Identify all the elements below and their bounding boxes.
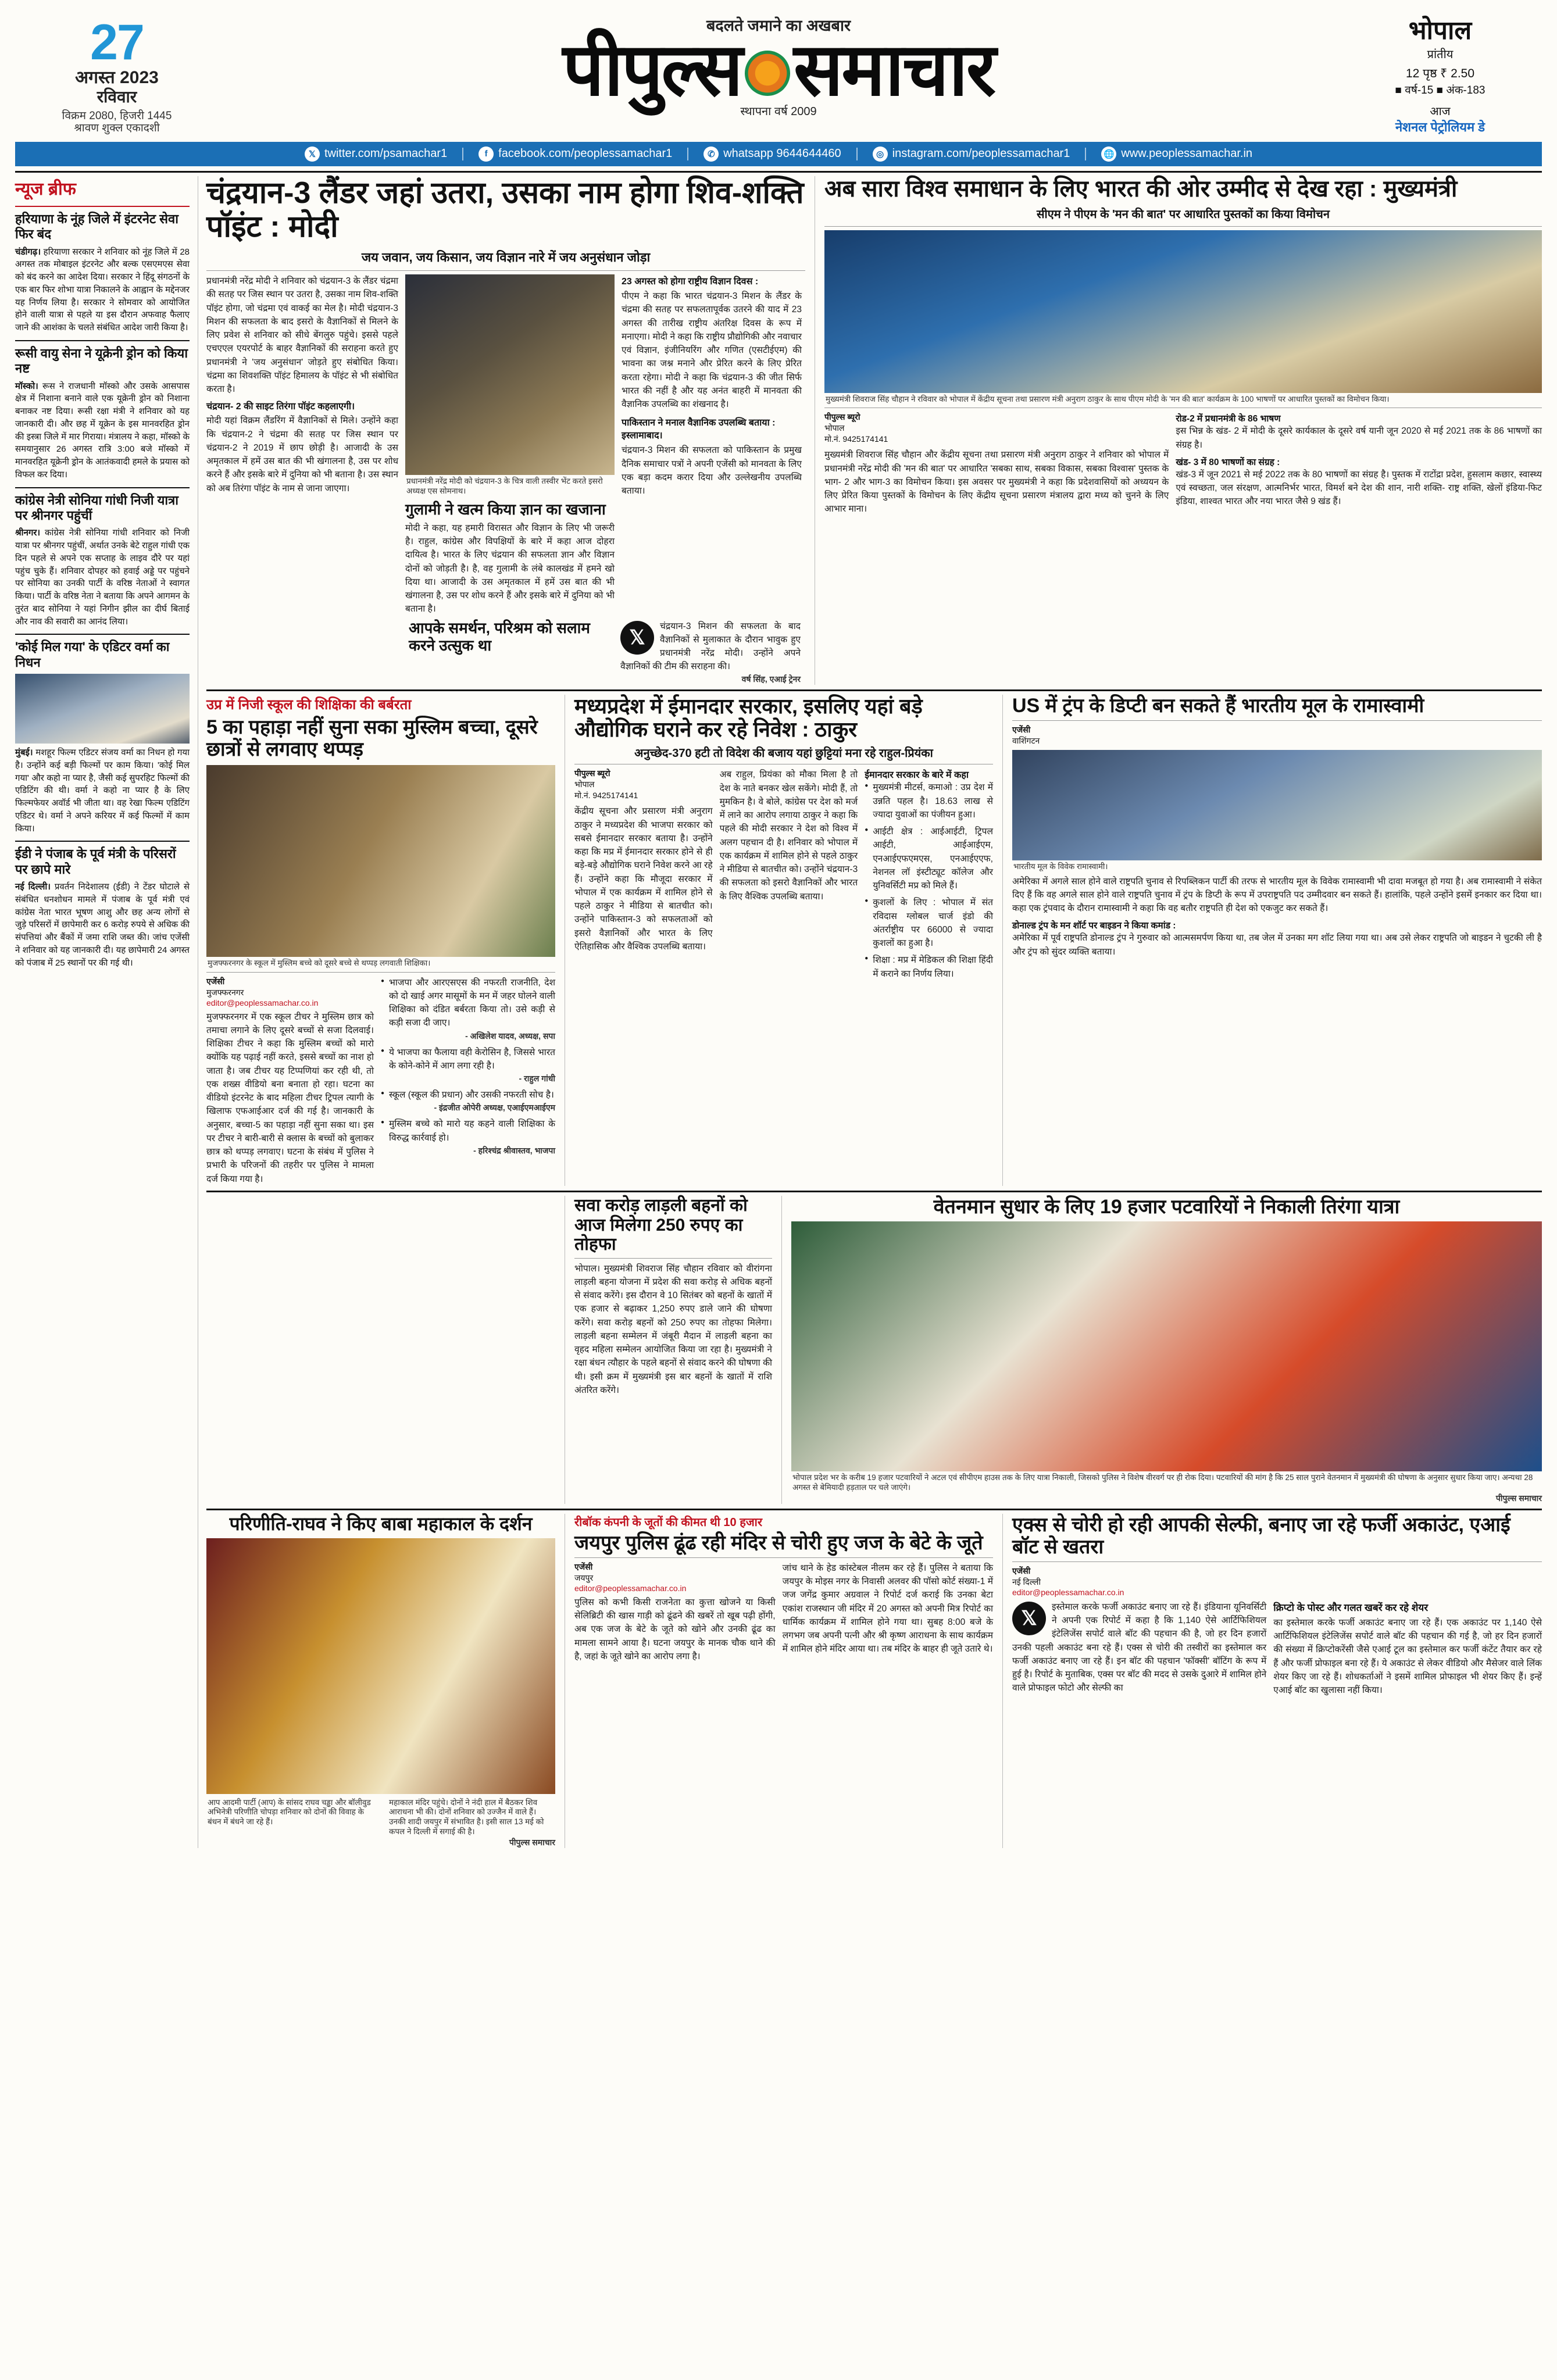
- today-label: आज: [1430, 105, 1451, 119]
- school-byline-agency: एजेंसी: [206, 976, 225, 986]
- mp-bullet: ● शिक्षा : मप्र में मेडिकल की शिक्षा हिंदी में कराने का निर्णय लिया।: [865, 953, 993, 981]
- school-email: editor@peoplessamachar.co.in: [206, 998, 319, 1007]
- divider: [15, 841, 190, 842]
- x-email: editor@peoplessamachar.co.in: [1012, 1587, 1124, 1597]
- brief-body: [15, 246, 190, 334]
- us-headline: US में ट्रंप के डिप्टी बन सकते हैं भारतीय मूल के रामास्वामी: [1012, 694, 1424, 717]
- masthead-title-left: पीपुल्स: [562, 28, 741, 110]
- social-website[interactable]: [1101, 146, 1252, 162]
- school-byline-place: मुजफ्फरनगर: [206, 987, 244, 997]
- divider: [856, 148, 858, 160]
- masthead-founded: स्थापना वर्ष 2009: [740, 105, 817, 118]
- date-weekday: रविवार: [97, 88, 137, 106]
- tiranga-credit: पीपुल्स समाचार: [1495, 1493, 1542, 1503]
- header-rule: [15, 171, 1542, 173]
- divider: [687, 148, 688, 160]
- lead-mid-head-2: आपके समर्थन, परिश्रम को सलाम करने उत्सुक था: [409, 619, 590, 654]
- lead-pak-body: चंद्रयान-3 मिशन की सफलता को पाकिस्तान के प्रमुख दैनिक समाचार पत्रों ने अपनी एजेंसी को मानवता के लिए एक बड़ा कदम करार दिया और उल्लेखनीय उपलब्धि बताया।: [622, 445, 802, 496]
- school-story[interactable]: [206, 695, 555, 1186]
- x-byline-place: नई दिल्ली: [1012, 1577, 1041, 1586]
- date-tithi: श्रावण शुक्ल एकादशी: [74, 122, 160, 135]
- brief-text: मशहूर फिल्म एडिटर संजय वर्मा का निधन हो गया है। उन्होंने कई बड़ी फिल्मों पर काम किया। 'कोई मिल गया' और कहो ना प्यार है, जैसी कई सुपरहिट फिल्मों की एडिटिंग की थी। वर्मा ने कहो ना प्यार है के लिए फिल्मफेयर अवॉर्ड भी जीता था। वह रेखा फिल्म एडिटिंग एडिटर थे। वर्मा ने अपने करियर में कई फिल्मों में काम किया।: [15, 748, 190, 834]
- divider: [574, 1557, 993, 1558]
- shoes-body-2: जांच थाने के हेड कांस्टेबल नीलम कर रहे हैं। पुलिस ने बताया कि जयपुर के मोइस नगर के निवासी अलवर की पॉसो कोर्ट संख्या-1 में जज जगेंद्र कुमार अग्रवाल ने रिपोर्ट दर्ज कराई कि उनका बेटा एकांश राजस्थान जी मंदिर में 20 अगस्त को अपनी मित्र रिपोर्ट का धार्मिक कार्यक्रम में शामिल होने गया था। सुबह 8:00 बजे के लगभग जब अपनी पत्नी और श्री कृष्ण आराधना के साथ कार्यक्रम में शामिल होने मंदिर आया था। तब मंदिर के बाहर ही जूते उतारे थे।: [782, 1563, 993, 1654]
- cm-byline-agency: पीपुल्स ब्यूरो: [824, 412, 860, 422]
- date-month-year: अगस्त 2023: [75, 67, 159, 87]
- brief-heading: हरियाणा के नूंह जिले में इंटरनेट सेवा फिर बंद: [15, 211, 178, 242]
- lead-headline: चंद्रयान-3 लैंडर जहां उतरा, उसका नाम होगा शिव-शक्ति पॉइंट : मोदी: [206, 176, 804, 244]
- mp-body-1: केंद्रीय सूचना और प्रसारण मंत्री अनुराग ठाकुर ने मध्यप्रदेश की भाजपा सरकार को सबसे ईमानदार सरकार बताया है। उन्होंने कहा कि मप्र में ईमानदार सरकार होने से ही बड़े-बड़े औद्योगिक घराने निवेश करने आ रहे हैं। उन्होंने कहा कि मौजूदा सरकार में भोपाल में एक कार्यक्रम में शामिल होने से पहले ठाकुर ने मीडिया से बातचीत को। उन्होंने पाकिस्तान-3 को सफलताओं को इसरो वैज्ञानिकों और भारत के लिए ऐतिहासिक और वैश्विक उपलब्धि बताया।: [574, 806, 713, 952]
- brief-body: [15, 380, 190, 481]
- globe-icon: 🌐: [1101, 146, 1116, 162]
- mp-body-2: अब राहुल, प्रियंका को मौका मिला है तो देश के नाते बनकर खेल सकेंगे। मोदी हैं, तो मुमकिन है। वे बोले, कांग्रेस पर देश को मर्ज में लाने का आरोप लगाया ठाकुर ने कहा कि पहले की मोदी सरकार ने देश को विश्व में अलग पहचान दी है। शनिवार को भोपाल में एक कार्यक्रम में शामिल होने से पहले ठाकुर ने मीडिया से बातचीत को। उन्होंने चंद्रयान-3 की सफलता को इसरो वैज्ञानिकों और भारत के लिए वैश्विक उपलब्धि बताया।: [719, 770, 858, 902]
- tiranga-photo: [791, 1221, 1542, 1471]
- lead-subhead-2: चंद्रयान- 2 की साइट तिरंगा पॉइंट कहलाएगी।: [206, 402, 355, 412]
- main-content: [206, 176, 1542, 1848]
- x-body-row: [1012, 1600, 1542, 1698]
- section-rule: [206, 689, 1542, 691]
- news-brief-column: [15, 176, 190, 1848]
- cm-body-1: मुख्यमंत्री शिवराज सिंह चौहान और केंद्रीय सूचना तथा प्रसारण मंत्री अनुराग ठाकुर ने शनिवार को भोपाल में प्रधानमंत्री नरेंद्र मोदी की 'मन की बात' पर आधारित 'सबका साथ, सबका विकास, सबका विश्वास' पुस्तक के भाग- 2 और भाग-3 का विमोचन किया। इस अवसर पर मुख्यमंत्री ने कहा कि प्रदेशवासियों को अध्ययन के लिए प्रेरित किया पुस्तकों के विमोचन के लिए केंद्रीय सूचना प्रसारण मंत्रालय द्वारा मध्य को चुनने के लिए आभार माना।: [824, 450, 1169, 514]
- school-col-1: [206, 976, 374, 1186]
- mahakal-photo: [206, 1538, 555, 1794]
- us-photo: [1012, 750, 1542, 860]
- mp-bullet: ● कुशलों के लिए : भोपाल में संत रविदास ग्लोबल चार्ज इंडो की अंतर्राष्ट्रीय पर 66000 से ज्यादा कुशलों का हुआ है।: [865, 896, 993, 950]
- mahakal-caption: महाकाल मंदिर पहुंचे। दोनों ने नंदी हाल में बैठकर शिव आराधना भी की। दोनों शनिवार को उज्जैन में वाले हैं। उनकी शादी जयपुर में संभावित है। इसी साल 13 मई को कपल ने दिल्ली में सगाई की है।: [389, 1797, 544, 1836]
- lead-mid-head: गुलामी ने खत्म किया ज्ञान का खजाना: [405, 500, 606, 518]
- brief-item[interactable]: [15, 212, 190, 334]
- lead-box-head: 23 अगस्त को होगा राष्ट्रीय विज्ञान दिवस :: [622, 277, 759, 287]
- brief-item[interactable]: [15, 639, 190, 835]
- lead-box-body: पीएम ने कहा कि भारत चंद्रयान-3 मिशन के लैंडर के चंद्रमा की सतह पर सफलतापूर्वक उतरने की याद में 23 अगस्त की तारीख राष्ट्रीय अंतरिक्ष दिवस के रूप में मनाएगा। मोदी ने कहा कि राष्ट्रीय प्रौद्योगिकी और नवाचार एवं विज्ञान, इंजीनियरिंग और गणित (एसटीईएम) की भावना का जश्न मनाने और प्रेरित करने के लिए प्रेरित करता रहेगा। मोदी ने कहा कि चंद्रयान-3 की जीत सिर्फ भारत की नहीं है और यह अनंत बाहरी में मानवता की वैज्ञानिक उपलब्धि का शंखनाद है।: [622, 291, 802, 410]
- shoes-headline: जयपुर पुलिस ढूंढ रही मंदिर से चोरी हुए जज के बेटे के जूते: [574, 1531, 983, 1554]
- quote-author: - हरिश्चंद्र श्रीवास्तव, भाजपा: [473, 1145, 555, 1155]
- brief-body: [15, 527, 190, 628]
- school-kicker: उप्र में निजी स्कूल की शिक्षिका की बर्बरता: [206, 696, 412, 713]
- brief-dateline: नई दिल्ली।: [15, 882, 51, 892]
- page-columns: [15, 176, 1542, 1848]
- shoes-byline-place: जयपुर: [574, 1573, 594, 1582]
- mahakal-headline: परिणीति-राघव ने किए बाबा महाकाल के दर्शन: [229, 1513, 533, 1534]
- lead-bottom-spacer: [206, 620, 613, 685]
- lead-col-2: [405, 274, 615, 616]
- brief-text: रूस ने राजधानी मॉस्को और उसके आसपास क्षेत्र में निशाना बनाने वाले एक यूक्रेनी ड्रोन को निशाना बनाकर नष्ट दिया। रूसी रक्षा मंत्री ने शनिवार को यह जानकारी दी। और छह में यूक्रेन के इस मानवरहित ड्रोन की इस्त्रा जिले में मार गिराया। मंत्रालय ने कहा, मॉस्को के समयानुसार 26 अगस्त रात्रि 3:00 बजे मॉस्को में मानवरहित यूक्रेनी ड्रोन के आतंकवादी हमले के प्रयास को विफल कर दिया।: [15, 381, 190, 480]
- cm-sub-head-1: रोड-2 में प्रधानमंत्री के 86 भाषण: [1176, 414, 1281, 424]
- social-facebook-label: facebook.com/peoplessamachar1: [498, 147, 673, 160]
- lead-body-2: मोदी यहां विक्रम लैंडरिंग में वैज्ञानिकों से मिले। उन्होंने कहा कि चंद्रयान-2 ने चंद्रमा की सतह पर जिस स्थान पर चंद्रयान-2 ने 2019 में छाप छोड़ी है। आजादी के उस अमृतकाल में हमें उस बात की भी खंगालना है, उस पर शोध करने हैं और इसके बारे में दुनिया को भी बताना है। उस स्थान को अब तिरंगा पॉइंट के नाम से जाना जाएगा।: [206, 416, 398, 494]
- brief-body: [15, 746, 190, 835]
- mp-byline-agency: पीपुल्स ब्यूरो: [574, 769, 610, 778]
- mp-byline-mobile: मो.नं. 9425174141: [574, 791, 638, 801]
- brief-item[interactable]: [15, 346, 190, 481]
- brief-heading: रूसी वायु सेना ने यूक्रेनी ड्रोन को किया नष्ट: [15, 345, 188, 376]
- tiranga-caption: भोपाल प्रदेश भर के करीब 19 हजार पटवारियों ने अटल एवं सीपीएम हाउस तक के लिए यात्रा निकाली, जिसको पुलिस ने विशेष वीरवर्ग पर ही रोक दिया। पटवारियों की मांग है कि 25 साल पुराने वेतनमान में मुख्यमंत्री की घोषणा के अनुसार सुधार किया जाए। अन्यथा 28 अगस्त से बेमियादी हड़ताल पर चले जाएंगे।: [792, 1473, 1533, 1492]
- quote-author: - राहुल गांधी: [519, 1074, 555, 1084]
- quote-text: ये भाजपा का फैलाया वही केरोसिन है, जिससे भारत के कोने-कोने में आग लगा रही है।: [389, 1047, 555, 1071]
- quote-author: - अखिलेश यादव, अध्यक्ष, सपा: [465, 1031, 555, 1041]
- newspaper-logo-icon: [745, 51, 790, 96]
- mp-byline-place: भोपाल: [574, 780, 595, 789]
- women-story[interactable]: [206, 1196, 555, 1504]
- brief-heading: 'कोई मिल गया' के एडिटर वर्मा का निधन: [15, 639, 170, 670]
- cm-body-row: [824, 412, 1542, 516]
- social-twitter-label: twitter.com/psamachar1: [324, 147, 448, 160]
- divider: [574, 1258, 772, 1259]
- mp-col-3: [865, 768, 993, 984]
- x-col-1: [1012, 1600, 1266, 1698]
- brief-dateline: श्रीनगर।: [15, 528, 41, 538]
- section-rule: [206, 1191, 1542, 1192]
- lead-photo-caption: प्रधानमंत्री नरेंद्र मोदी को चंद्रयान-3 के चित्र वाली तस्वीर भेंट करते इसरो अध्यक्ष एस सोमनाथ।: [406, 477, 603, 496]
- women-headline: सवा करोड़ लाड़ली बहनों को आज मिलेगा 250 रुपए का तोहफा: [574, 1195, 748, 1255]
- mp-bullet: ● आईटी क्षेत्र : आईआईटी, ट्रिपल आईटी, आईआईएम, एनआईएफएमएस, एनआईएएफ, नेशनल लॉ इंस्टीट्यूट कॉलेज और युनिवर्सिटी मप्र को मिले हैं।: [865, 825, 993, 892]
- shoes-byline-agency: एजेंसी: [574, 1561, 593, 1571]
- social-twitter[interactable]: [305, 146, 447, 162]
- school-quote: [381, 976, 555, 1042]
- brief-item[interactable]: [15, 846, 190, 969]
- school-quote: [381, 1088, 555, 1114]
- brief-heading: कांग्रेस नेत्री सोनिया गांधी निजी यात्रा पर श्रीनगर पहुंचीं: [15, 492, 178, 523]
- column-divider: [1002, 1514, 1003, 1848]
- masthead: [15, 10, 1542, 136]
- school-photo-caption: मुजफ्फरनगर के स्कूल में मुस्लिम बच्चे को दूसरे बच्चे से थप्पड़ लगवाती शिक्षिका।: [208, 958, 431, 967]
- social-website-label: www.peoplessamachar.in: [1121, 147, 1253, 160]
- column-divider: [781, 1196, 782, 1504]
- us-byline-place: वाशिंगटन: [1012, 735, 1040, 745]
- masthead-date-block: [21, 14, 213, 135]
- us-sub-head: डोनाल्ड ट्रंप के मन शॉर्ट पर बाइडन ने किया कमांड :: [1012, 921, 1176, 931]
- x-col-2: [1273, 1600, 1542, 1698]
- x-byline-agency: एजेंसी: [1012, 1566, 1031, 1575]
- lead-mid-body: मोदी ने कहा, यह हमारी विरासत और विज्ञान के लिए भी जरूरी है। राहुल, कांग्रेस और विपक्षियों के बारे में कहा आज दोहरा दायित्व है। भारत के लिए चंद्रयान की सफलता ज्ञान और विज्ञान दोनों को जोड़ती है। है, वह गुलामी के लंबे कालखंड में हमने खो दिया था। आजादी के उस अमृतकाल में हमें उस बात की भी खंगालना है, उस पर शोध करने हैं और इसके बारे में दुनिया को भी बताना है।: [405, 523, 615, 614]
- divider: [206, 270, 805, 271]
- lead-body-row: [206, 274, 805, 616]
- volume-issue: ■ वर्ष-15 ■ अंक-183: [1395, 84, 1485, 97]
- x-headline: एक्स से चोरी हो रही आपकी सेल्फी, बनाए जा रहे फर्जी अकाउंट, एआई बॉट से खतरा: [1012, 1513, 1510, 1558]
- lead-col-1: [206, 274, 398, 616]
- edition-type: प्रांतीय: [1427, 48, 1454, 62]
- social-whatsapp[interactable]: [703, 146, 841, 162]
- us-photo-caption: भारतीय मूल के विवेक रामास्वामी।: [1013, 862, 1108, 871]
- quote-text: भाजपा और आरएसएस की नफरती राजनीति, देश को दो खाई अगर मासूमों के मन में जहर घोलने वाली शिक्षिका को दंडित बर्बरता किया तो। उसे कड़ी से कड़ी सजा दी जाए।: [389, 977, 555, 1028]
- lead-bottom-row: [206, 620, 805, 685]
- shoes-story[interactable]: [574, 1514, 993, 1848]
- us-byline-agency: एजेंसी: [1012, 724, 1031, 734]
- cm-col-2: [1176, 412, 1542, 516]
- us-body: अमेरिका में अगले साल होने वाले राष्ट्रपति चुनाव से रिपब्लिकन पार्टी की तरफ से भारतीय मूल के विवेक रामास्वामी भी दावा मजबूत हो गया है। अब रामास्वामी ने संकेत दिए हैं कि वह अगले साल होने वाले राष्ट्रपति चुनाव में ट्रंप के डिप्टी के रूप में उपराष्ट्रपति पद उम्मीदवार बन सकते हैं। हालांकि, पहले उन्होंने इसमें इनकार कर दिया था। कहा एक ट्रंपवाद के दौरान रामास्वामी ने कहा कि वह बतौर राष्ट्रपति ही देश को एकजुट कर सकते हैं।: [1012, 876, 1542, 914]
- divider: [15, 206, 190, 207]
- edition-city: भोपाल: [1408, 16, 1472, 45]
- cm-headline: अब सारा विश्व समाधान के लिए भारत की ओर उम्मीद से देख रहा : मुख्यमंत्री: [824, 176, 1458, 202]
- mahakal-story[interactable]: [206, 1514, 555, 1848]
- brief-text: हरियाणा सरकार ने शनिवार को नूंह जिले में 28 अगस्त तक मोबाइल इंटरनेट और बल्क एसएमएस सेवा को बंद करने का आदेश दिया। सरकार ने हिंदू संगठनों के एक बार फिर शोभा यात्रा निकालने के आह्वान के मद्देनजर यह निर्णय लिया है। सरकार ने सोमवार को आयोजित होने वाली यात्रा से पहले या इस दौरान अफवाह फैलाए जाने की आशंका के चलते संबंधित आदेश जारी किया है।: [15, 246, 190, 333]
- brief-dateline: मुंबई।: [15, 748, 33, 758]
- lead-x-text: चंद्रयान-3 मिशन की सफलता के बाद वैज्ञानिकों से मुलाकात के दौरान भावुक हुए प्रधानमंत्री नरेंद्र मोदी। उन्होंने अपने वैज्ञानिकों की टीम की सराहना की।: [620, 621, 801, 672]
- school-headline: 5 का पहाड़ा नहीं सुना सका मुस्लिम बच्चा, दूसरे छात्रों से लगवाए थप्पड़: [206, 716, 538, 760]
- quote-author: - इंद्रजीत ओपेरी अध्यक्ष, एआईएमआईएम: [434, 1103, 555, 1113]
- lower-section: [206, 1196, 1542, 1504]
- mp-story[interactable]: [574, 695, 993, 1186]
- cm-byline-mobile: मो.नं. 9425174141: [824, 434, 888, 444]
- lead-subhead: जय जवान, जय किसान, जय विज्ञान नारे में जय अनुसंधान जोड़ा: [361, 250, 651, 265]
- school-body: मुजफ्फरनगर में एक स्कूल टीचर ने मुस्लिम छात्र को तमाचा लगाने के लिए दूसरे बच्चों से सजा दिलवाई। शिक्षिका टीचर ने कहा कि मुस्लिम बच्चों को मारो क्योंकि यह पढ़ाई नहीं करते, इससे बच्चों का नाश हो जाता है। जब टीचर यह टिप्पणियां कर रही थी, तो एक शख्स वीडियो बना बनाता हो रहा। घटना का वीडियो इंटरनेट के बाद महिला टीचर ट्रिपल त्यागी के खिलाफ एफआईआर दर्ज की गई है। जानकारी के अनुसार, बच्चा-5 का पहाड़ा नहीं सुना सका था। इस पर टीचर ने बारी-बारी से क्लास के बच्चों को बुलाकर छात्र को थप्पड़ लगवाए। घटना के संबंध में पुलिस ने प्रभारी के परिजनों की तहरीर पर पुलिस ने मामला दर्ज किया गया है।: [206, 1012, 374, 1184]
- brief-text: कांग्रेस नेत्री सोनिया गांधी शनिवार को निजी यात्रा पर श्रीनगर पहुंचीं, अर्थात उनके बेटे राहुल गांधी एक दिन पहले से अपने एक सप्ताह के लाइव दौरे पर यहां पहुंच चुके हैं। शनिवार दोपहर को हवाई अड्डे पर पहुंचने पर सोनिया का उनकी पार्टी के वरिष्ठ नेताओं ने स्वागत किया। पार्टी के वरिष्ठ नेता ने बताया कि अपने आगमन के तुरंत बाद सोनिया ने यहां निगीन झील का दीर्घ बिताई और नाव की सवारी का आनंद लिया।: [15, 528, 190, 627]
- lead-col-3: [622, 274, 802, 616]
- divider: [15, 634, 190, 635]
- masthead-edition-block: [1344, 14, 1536, 136]
- women-story-left-spacer: [206, 1196, 555, 1370]
- school-quote: [381, 1046, 555, 1085]
- divider: [15, 487, 190, 488]
- shoes-kicker: रीबॉक कंपनी के जूतों की कीमत थी 10 हजार: [574, 1516, 763, 1529]
- twitter-x-icon: 𝕏: [1012, 1602, 1046, 1635]
- masthead-tagline: बदलते जमाने का अखबार: [706, 17, 851, 34]
- women-body: भोपाल। मुख्यमंत्री शिवराज सिंह चौहान रविवार को वीरांगना लाड़ली बहना योजना में प्रदेश की सवा करोड़ से अधिक बहनों से संवाद करेंगे। इस दौरान वे 10 सितंबर को बहनों के खातों में एक हजार से बढ़ाकर 1,250 रुपए डाले जाने की घोषणा करेंगे। सवा करोड़ बहनों को 250 रुपए का तोहफा मिलेगा। लाड़ली बहना सम्मेलन में जंबूरी मैदान में लाड़ली बहना का वृहद महिला सम्मेलन आयोजित किया जा रहा है। मुख्यमंत्री ने रक्षा बंधन त्यौहार के पहले बहनों से संवाद करने की घोषणा की थी। इसी क्रम में मुख्यमंत्री इस बार बहनों के खातों में राशि अंतरित करेंगे।: [574, 1263, 772, 1395]
- shoes-body-row: [574, 1561, 993, 1663]
- cm-photo: [824, 230, 1542, 393]
- mp-body-row: [574, 768, 993, 984]
- lead-x-note: [620, 620, 801, 685]
- brief-dateline: मॉस्को।: [15, 381, 38, 391]
- whatsapp-icon: ✆: [703, 146, 719, 162]
- shoes-body-1: पुलिस को कभी किसी राजनेता का कुत्ता खोजने या किसी सेलिब्रिटी की खास गाड़ी को ढूंढने की खबरें तो खूब पढ़ी होंगी, अब एक जज के बेटे के जूते को खोने और उनकी ढूंढ का मामला सामने आया है। घटना जयपुर के मानक चौक थाने की है, जहां के जूते खोने का आरोप लगा है।: [574, 1597, 776, 1661]
- cm-story[interactable]: [824, 176, 1542, 685]
- social-instagram-label: instagram.com/peoplessamachar1: [892, 147, 1070, 160]
- x-sub-head: क्रिप्टो के पोस्ट और गलत खबरें कर रहे शेयर: [1273, 1602, 1429, 1613]
- lead-credit: वर्ष सिंह, एआई ट्रेनर: [741, 674, 801, 684]
- pages-price: 12 पृष्ठ ₹ 2.50: [1405, 67, 1475, 81]
- middle-section: [206, 695, 1542, 1186]
- x-story[interactable]: [1012, 1514, 1542, 1848]
- top-section: [206, 176, 1542, 685]
- twitter-icon: 𝕏: [305, 146, 320, 162]
- lead-pak-head: पाकिस्तान ने मनाल वैज्ञानिक उपलब्धि बताया : इस्लामाबाद।: [622, 418, 776, 441]
- x-body-1: इस्तेमाल करके फर्जी अकाउंट बनाए जा रहे हैं। इंडियाना यूनिवर्सिटी ने अपनी एक रिपोर्ट में कहा है कि 1,140 ऐसे आर्टिफिशियल इंटेलिजेंस सपोर्ट वाले बॉट की पहचान की है, जो हर दिन हजारों उनकी पहली अकाउंट बना रहे हैं। एक्स से चोरी की तस्वीरों का इस्तेमाल कर फर्जी अकाउंट बनाए जा रहे हैं। इन बॉट की पहचान 'फॉक्सी' बॉटिंग के रूप में हुई है। रिपोर्ट के मुताबिक, एक्स पर बॉट की मदद से उसके दुआरे में शामिल होने वाले प्रोफाइल फोटो और सेल्फी का: [1012, 1602, 1267, 1693]
- shoes-col-2: [783, 1561, 993, 1663]
- lead-body-1: प्रधानमंत्री नरेंद्र मोदी ने शनिवार को चंद्रयान-3 के लैंडर चंद्रमा की सतह पर जिस स्थान पर उतरा है, उसका नाम शिव-शक्ति पॉइंट होगा, जो चंद्रमा एवं वाकई का मेल है। मोदी चंद्रयान-3 मिशन की सफलता के बाद इसरो के वैज्ञानिकों से मिलने के लिए प्रवेश से शनिवार को सीधे बेंगलुरु पहुंचे। इससे पहले एचएएल एयरपोर्ट के बाहर वैज्ञानिकों की सराहना करते हुए प्रधानमंत्री ने 'जय अनुसंधान' जोड़ते हुए संबोधित किया। चंद्रमा का शिवशक्ति पॉइंट हिमालय के पॉइंट से भी संबोधित करता है।: [206, 276, 398, 395]
- school-quotes: [381, 976, 555, 1186]
- x-body-2: का इस्तेमाल करके फर्जी अकाउंट बनाए जा रहे हैं। एक अकाउंट पर 1,140 ऐसे आर्टिफिशियल इंटेलिजेंस सपोर्ट वाले बॉट की पहचान की गई है, जो हर दिन हजारों की संख्या में क्रिप्टोकरेंसी जैसे एआई टूल का इस्तेमाल कर फर्जी कंटेंट तैयार कर रहे हैं और फर्जी प्रोफाइल बना रहे हैं। ये अकाउंट से लेकर वीडियो और मैसेजर वाले लिंक शेयर किए जा रहे हैं। शोधकर्ताओं ने इसमें शामिल प्रोफाइल भी शेयर किए हैं। इन्हें एआई बॉट का खुलासा नहीं किया।: [1273, 1617, 1542, 1696]
- shoes-col-1: [574, 1561, 776, 1663]
- cm-sub-head-2: खंड- 3 में 80 भाषणों का संग्रह :: [1176, 457, 1280, 467]
- mp-bullet: ● मुख्यमंत्री मीटर्स, कमाओ : उप्र देश में उन्नति पहल है। 18.63 लाख से ज्यादा युवाओं का पंजीयन हुआ।: [865, 781, 993, 821]
- cm-col-1: [824, 412, 1169, 516]
- tiranga-headline: वेतनमान सुधार के लिए 19 हजार पटवारियों ने निकाली तिरंगा यात्रा: [933, 1195, 1400, 1218]
- brief-photo: [15, 674, 190, 744]
- social-whatsapp-label: whatsapp 9644644460: [723, 147, 841, 160]
- masthead-title: [213, 28, 1344, 110]
- school-quote: [381, 1117, 555, 1157]
- cm-body-3: खंड-3 में जून 2021 से मई 2022 तक के 80 भाषणों का संग्रह है। पुस्तक में राटोंद्रा प्रदेश, हुसलाम कछार, स्वास्थ्य एवं स्वच्छता, जल संरक्षण, आत्मनिर्भर भारत, विमर्श बने देश की शान, नारी शक्ति- राष्ट्र शक्ति, खेलों इंडिया-फिट इंडिया, शाश्वत भारत और नया भारत जैसे 9 खंड हैं।: [1176, 469, 1542, 507]
- cm-subhead: सीएम ने पीएम के 'मन की बात' पर आधारित पुस्तकों का किया विमोचन: [1037, 208, 1330, 221]
- mahakal-body: आप आदमी पार्टी (आप) के सांसद राघव चड्ढा और बॉलीवुड अभिनेत्री परिणीति चोपड़ा शनिवार को दोनों की विवाह के बंधन में बंधने जा रहे हैं।: [208, 1797, 371, 1827]
- section-rule: [206, 1509, 1542, 1510]
- twitter-x-icon: 𝕏: [620, 621, 654, 655]
- school-photo: [206, 765, 555, 957]
- social-facebook[interactable]: [478, 146, 672, 162]
- brief-text: प्रवर्तन निदेशालय (ईडी) ने टेंडर घोटाले से संबंधित धनशोधन मामले में पंजाब के पूर्व मंत्री एवं कांग्रेस नेता भारत भूषण आशु और छह अन्य लोगों से जुड़े परिसरों में छापेमारी कर 6 करोड़ रुपये से अधिक की संपत्तियां और बैंकों में जमा राशि जब्त की। जांच एजेंसी ने शनिवार को यह जानकारी दी। यह छापेमारी 24 अगस्त को पंजाब में 25 स्थानों पर की गई थी।: [15, 882, 190, 968]
- divider: [824, 226, 1542, 227]
- divider: [462, 148, 463, 160]
- lead-story[interactable]: [206, 176, 805, 685]
- cm-photo-caption: मुख्यमंत्री शिवराज सिंह चौहान ने रविवार को भोपाल में केंद्रीय सूचना तथा प्रसारण मंत्री अनुराग ठाकुर के साथ पीएम मोदी के 'मन की बात' कार्यक्रम के 100 भाषणों पर आधारित पुस्तकों का विमोचन किया।: [826, 394, 1390, 403]
- women-story-main[interactable]: [574, 1196, 772, 1504]
- date-number: 27: [90, 15, 144, 70]
- cm-body-2: इस भिन्न के खंड- 2 में मोदी के दूसरे कार्यकाल के दूसरे वर्ष यानी जून 2020 से मई 2021 तक के 86 भाषणों का संग्रह है।: [1176, 426, 1542, 450]
- mp-headline: मध्यप्रदेश में ईमानदार सरकार, इसलिए यहां बड़े औद्योगिक घराने कर रहे निवेश : ठाकुर: [574, 694, 923, 741]
- masthead-title-right: समाचार: [793, 28, 995, 110]
- brief-body: [15, 881, 190, 969]
- divider: [1085, 148, 1086, 160]
- tiranga-story[interactable]: [791, 1196, 1542, 1504]
- facebook-icon: f: [478, 146, 494, 162]
- mp-col-1: [574, 768, 713, 984]
- divider: [1012, 1561, 1542, 1562]
- us-story[interactable]: [1012, 695, 1542, 1186]
- news-brief-title: न्यूज ब्रीफ: [15, 179, 76, 199]
- column-divider: [1002, 695, 1003, 1186]
- mahakal-credit: पीपुल्स समाचार: [509, 1838, 555, 1847]
- bottom-section: [206, 1514, 1542, 1848]
- shoes-email: editor@peoplessamachar.co.in: [574, 1583, 687, 1593]
- brief-heading: ईडी ने पंजाब के पूर्व मंत्री के परिसरों पर छापे मारे: [15, 846, 176, 877]
- mp-bullets-head: ईमानदार सरकार के बारे में कहा: [865, 770, 969, 781]
- brief-dateline: चंडीगढ़।: [15, 246, 41, 257]
- mp-subhead: अनुच्छेद-370 हटी तो विदेश की बजाय यहां छुट्टियां मना रहे राहुल-प्रियंका: [634, 747, 933, 760]
- mp-col-2: [720, 768, 858, 984]
- divider: [15, 340, 190, 341]
- instagram-icon: ◎: [873, 146, 888, 162]
- mahakal-caption-row: [206, 1796, 555, 1838]
- today-value: नेशनल पेट्रोलियम डे: [1395, 120, 1485, 135]
- masthead-title-block: [213, 14, 1344, 119]
- social-bar: [15, 142, 1542, 166]
- cm-byline-place: भोपाल: [824, 423, 845, 433]
- quote-text: मुस्लिम बच्चे को मारो यह कहने वाली शिक्षिका के विरुद्ध कार्रवाई हो।: [389, 1119, 555, 1143]
- us-sub-body: अमेरिका में पूर्व राष्ट्रपति डोनाल्ड ट्रंप ने गुरुवार को आत्मसमर्पण किया था, तब जेल में उनका मग शॉट लिया गया था। अब उसे लेकर राष्ट्रपति जो बाइडन ने चुटकी ली है और ट्रंप को सुंदर व्यक्ति बताया।: [1012, 933, 1542, 957]
- date-vikram: विक्रम 2080, हिजरी 1445: [62, 109, 172, 122]
- school-body-row: [206, 976, 555, 1186]
- divider: [1012, 720, 1542, 721]
- social-instagram[interactable]: [873, 146, 1070, 162]
- quote-text: स्कूल (स्कूल की प्रधान) और उसकी नफरती सोच है।: [389, 1090, 554, 1100]
- divider: [206, 972, 555, 973]
- brief-item[interactable]: [15, 493, 190, 628]
- lead-photo: [405, 274, 615, 475]
